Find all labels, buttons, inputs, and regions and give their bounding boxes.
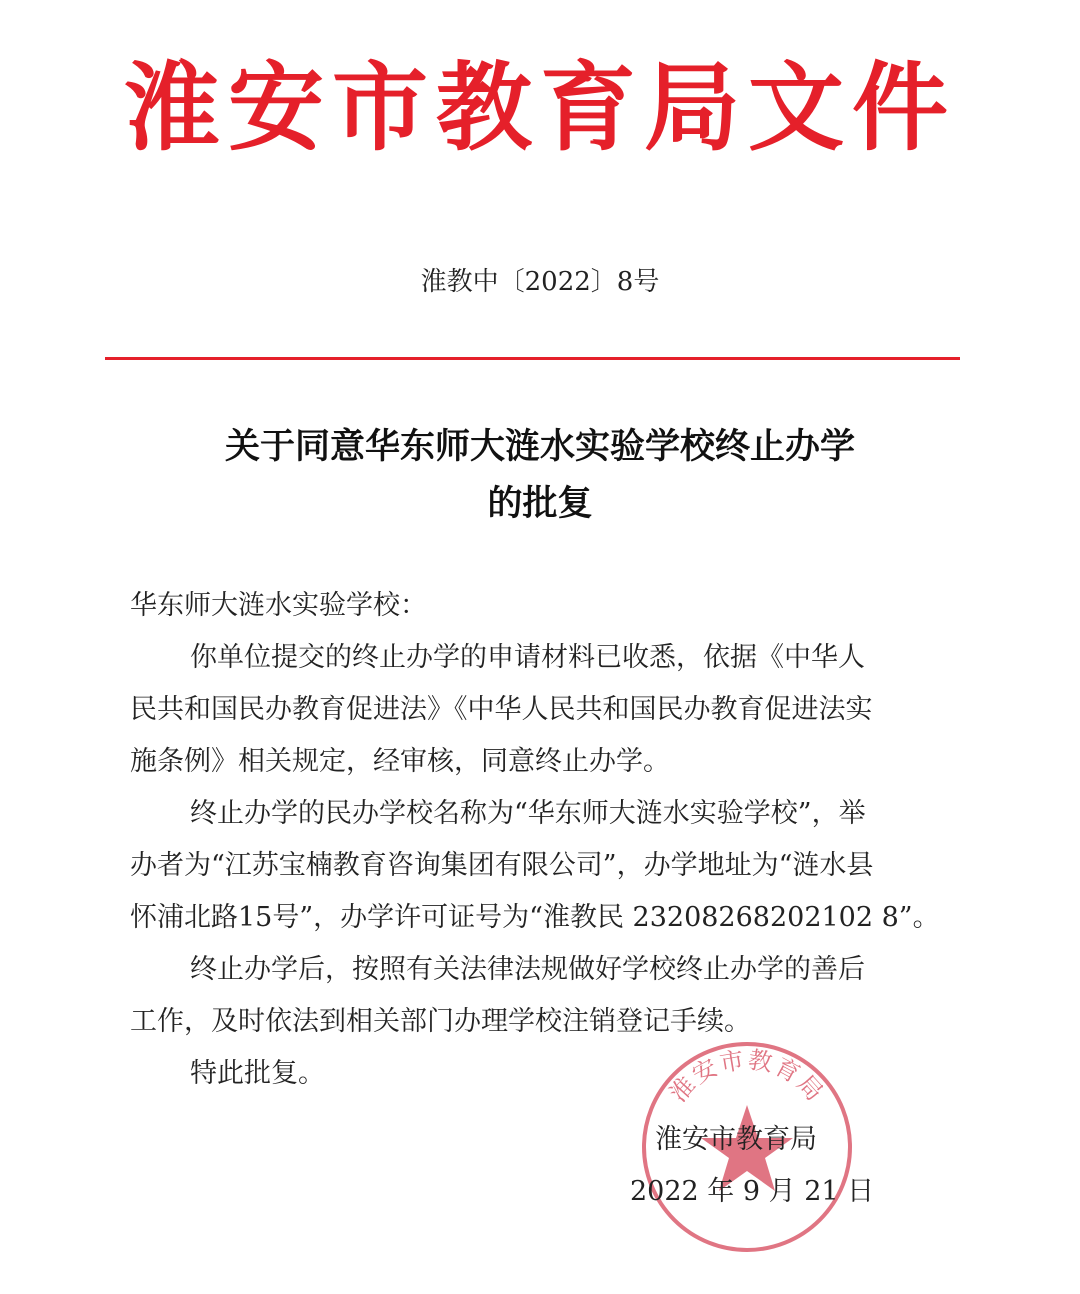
title-line: 关于同意华东师大涟水实验学校终止办学 [224, 426, 855, 467]
document-number: 淮教中〔2022〕8号 [420, 267, 660, 297]
title-line: 的批复 [487, 483, 593, 524]
body-line: 终止办学的民办学校名称为“华东师大涟水实验学校”，举 [190, 798, 866, 829]
red-divider [105, 357, 960, 360]
salutation: 华东师大涟水实验学校： [130, 590, 427, 621]
body-line: 怀浦北路15号”，办学许可证号为“淮教民 23208268202102 8”。 [130, 902, 940, 933]
document-body [130, 580, 950, 1100]
body-line: 特此批复。 [190, 1058, 325, 1089]
seal-text: 淮安市教育局 [664, 1045, 830, 1108]
signature-org: 淮安市教育局 [655, 1124, 817, 1155]
body-line: 办者为“江苏宝楠教育咨询集团有限公司”，办学地址为“涟水县 [130, 850, 874, 881]
body-line: 民共和国民办教育促进法》《中华人民共和国民办教育促进法实 [130, 694, 873, 725]
document-title [0, 418, 1080, 532]
signature-date: 2022 年 9 月 21 日 [630, 1176, 875, 1207]
document-header: 淮安市教育局文件 [124, 52, 956, 164]
body-line: 工作，及时依法到相关部门办理学校注销登记手续。 [130, 1006, 751, 1037]
body-line: 施条例》相关规定，经审核，同意终止办学。 [130, 746, 670, 777]
body-line: 你单位提交的终止办学的申请材料已收悉，依据《中华人 [190, 642, 865, 673]
body-line: 终止办学后，按照有关法律法规做好学校终止办学的善后 [190, 954, 865, 985]
